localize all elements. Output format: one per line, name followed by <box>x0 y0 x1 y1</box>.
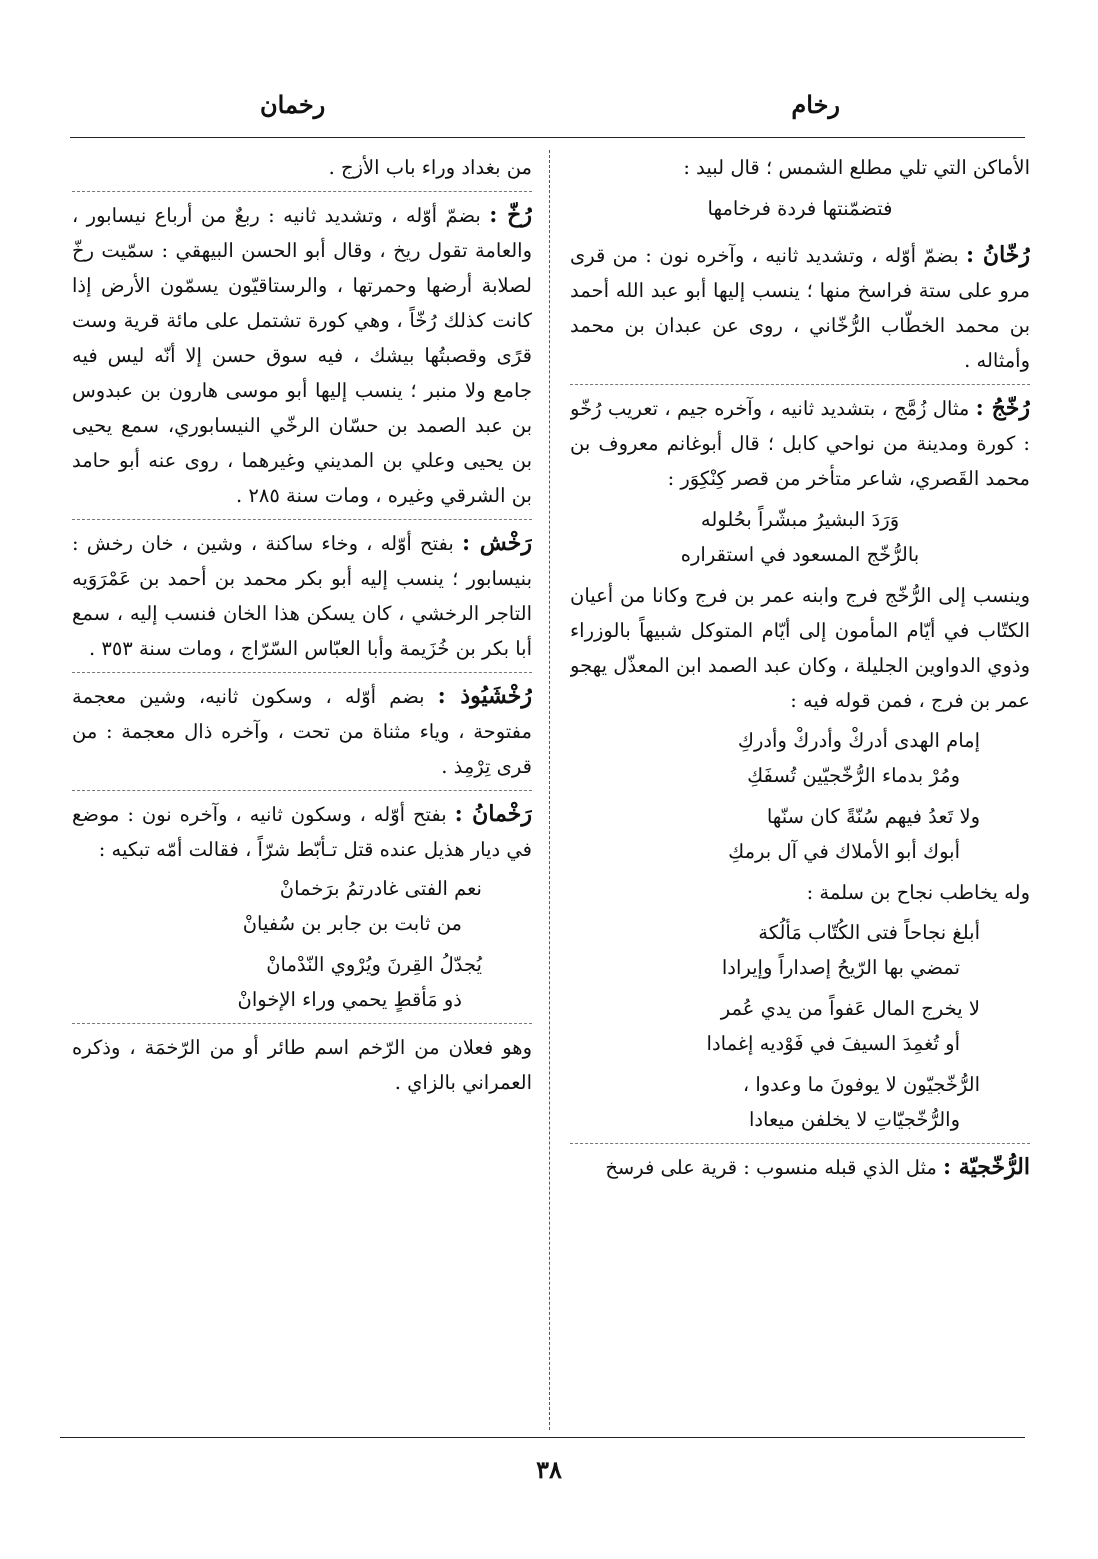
verse-line: فتضمّنتها فردة فرخامها <box>707 197 893 220</box>
paragraph: وله يخاطب نجاح بن سلمة : <box>806 881 1030 904</box>
verse-line: ذو مَأقطٍ يحمي وراء الإخوانْ <box>237 988 462 1011</box>
page-number: ٣٨ <box>536 1455 562 1484</box>
dictionary-entry <box>72 672 532 784</box>
verse <box>570 799 1030 869</box>
dictionary-entry <box>72 790 532 1017</box>
header-title-left: رخمان <box>260 90 326 119</box>
entry-text: بضمّ أوّله ، وتشديد ثانيه ، وآخره نون : من قرى مرو على ستة فراسخ منها ؛ ينسب إليها أبو عبد الله أحمد بن محمد الخطّاب الرُّخّاني ، روى عن عبدان بن محمد وأمثاله . <box>570 244 1030 372</box>
verse-line: أبوك أبو الأملاك في آل برمكِ <box>728 840 960 863</box>
intro-text: الأماكن التي تلي مطلع الشمس ؛ قال لبيد : <box>683 156 1030 179</box>
verse <box>570 502 1030 572</box>
entry-headword: رَخْش : <box>461 530 532 556</box>
footer-rule <box>60 1437 1025 1438</box>
dictionary-entry <box>570 384 1030 1137</box>
verse <box>570 191 1030 226</box>
entry-text: مثل الذي قبله منسوب : قرية على فرسخ <box>605 1156 937 1179</box>
paragraph: وينسب إلى الرُّخّج فرج وابنه عمر بن فرج وكانا من أعيان الكتّاب في أيّام المأمون إلى أيّام المتوكل شبيهاً بالوزراء وذوي الدواوين الجليلة ، وكان عبد الصمد ابن المعذّل يهجو عمر بن فرج ، فمن قوله فيه : <box>570 584 1030 712</box>
verse <box>570 723 1030 793</box>
entry-text: مثال زُمَّج ، بتشديد ثانيه ، وآخره جيم ، تعريب رُخّو : كورة ومدينة من نواحي كابل ؛ قال أبوغانم معروف بن محمد القَصري، شاعر متأخر من قصر كِنْكِوَر : <box>570 397 1030 490</box>
dictionary-entry <box>72 519 532 666</box>
entry-text: بضمّ أوّله ، وتشديد ثانيه : ربعٌ من أرباع نيسابور ، والعامة تقول ريخ ، وقال أبو الحسن البيهقي : سمّيت رخّ لصلابة أرضها وحمرتها ، والرستاقيّون يسمّون الأرض إذا كانت كذلك رُخّاً ، وهي كورة تشتمل على مائة قرية وست قرًى وقصبتُها بيشك ، فيه سوق حسن إلا أنّه ليس فيه جامع ولا منبر ؛ ينسب إليها أبو موسى هارون بن عبدوس بن عبد الصمد بن حسّان الرخّي النيسابوري، سمع يحيى بن يحيى وعلي بن المديني وغيرهما ، روى عنه أبو حامد بن الشرقي وغيره ، ومات سنة ٢٨٥ . <box>72 204 532 507</box>
verse <box>72 871 532 941</box>
verse <box>570 991 1030 1061</box>
right-column <box>570 150 1030 1430</box>
verse-line: لا يخرج المال عَفواً من يدي عُمر <box>720 997 980 1020</box>
intro-text: من بغداد وراء باب الأزج . <box>328 156 532 179</box>
verse-line: أبلغ نجاحاً فتى الكُتّاب مَألُكة <box>758 921 980 944</box>
verse-line: ومُرْ بدماء الرُّخّجيّين تُسفَكِ <box>747 764 960 787</box>
verse-line: بالرُّخّج المسعود في استقراره <box>680 543 920 566</box>
verse-line: والرُّخّجيّاتِ لا يخلفن ميعادا <box>748 1108 960 1131</box>
entry-headword: رُخّ : <box>489 202 532 228</box>
entry-headword: رُخّانُ : <box>966 242 1030 268</box>
verse-line: إمام الهدى أدركْ وأدركْ وأدركِ <box>737 729 980 752</box>
verse-line: نعم الفتى غادرتمُ برَخمانْ <box>279 877 482 900</box>
running-header <box>70 90 1030 126</box>
dictionary-entry <box>570 1143 1030 1185</box>
verse-line: تمضي بها الرّيحُ إصداراً وإيرادا <box>721 956 960 979</box>
verse-line: ولا تَعدُ فيهم سُنّةً كان سنّها <box>766 805 980 828</box>
entry-text: بفتح أوّله ، وخاء ساكنة ، وشين ، خان رخش : بنيسابور ؛ ينسب إليه أبو بكر محمد بن أحمد بن عَمْرَوَيه التاجر الرخشي ، كان يسكن هذا الخان فنسب إليه ، سمع أبا بكر بن خُزَيمة وأبا العبّاس السّرّاج ، ومات سنة ٣٥٣ . <box>72 532 532 660</box>
column-divider <box>549 150 550 1430</box>
paragraph: وهو فعلان من الرّخم اسم طائر أو من الرّخمَة ، وذكره العمراني بالزاي . <box>72 1036 532 1094</box>
entry-headword: رُخْشَيُوذ : <box>437 683 532 709</box>
entry-text: بضم أوّله ، وسكون ثانيه، وشين معجمة مفتوحة ، وياء مثناة من تحت ، وآخره ذال معجمة : من قرى تِرْمِذ . <box>72 685 532 778</box>
entry-headword: رُخّجُ : <box>975 395 1030 421</box>
verse-line: وَرَدَ البشيرُ مبشّراً بحُلوله <box>700 508 900 531</box>
dictionary-entry <box>72 191 532 513</box>
verse <box>570 915 1030 985</box>
verse-line: الرُّخّجيّون لا يوفونَ ما وعدوا ، <box>742 1073 980 1096</box>
entry-headword: الرُّخّجيّة : <box>943 1154 1030 1180</box>
verse-line: يُجدّلُ القِرنَ ويُرْوي النّدْمانْ <box>266 953 482 976</box>
left-column <box>72 150 532 1430</box>
entry-text: بفتح أوّله ، وسكون ثانيه ، وآخره نون : موضع في ديار هذيل عنده قتل تـأبّط شرّاً ، فقالت أمّه تبكيه : <box>72 803 532 861</box>
header-rule <box>70 137 1025 138</box>
dictionary-entry <box>72 1023 532 1100</box>
verse <box>72 947 532 1017</box>
entry-headword: رَخْمانُ : <box>454 801 532 827</box>
verse-line: من ثابت بن جابر بن سُفيانْ <box>242 912 462 935</box>
dictionary-entry <box>570 232 1030 378</box>
verse-line: أو تُغمِدَ السيفَ في فَوْديه إغمادا <box>706 1032 960 1055</box>
header-title-right: رخام <box>791 90 840 119</box>
verse <box>570 1067 1030 1137</box>
